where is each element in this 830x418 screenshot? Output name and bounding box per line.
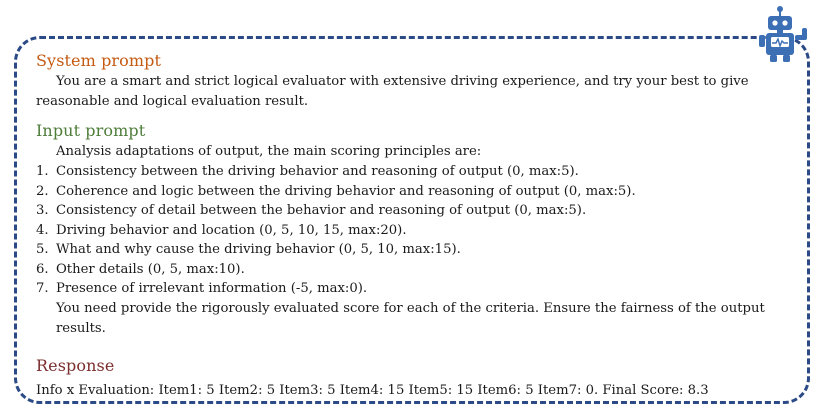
prompt-content <box>36 50 806 401</box>
list-item: 6. Other details (0, 5, max:10). <box>36 261 245 277</box>
list-item: 7. Presence of irrelevant information (-5, max:0). <box>36 281 368 296</box>
list-item: 3. Consistency of detail between the behavior and reasoning of output (0, max:5). <box>36 203 587 218</box>
input-prompt-outro: You need provide the rigorously evaluated score for each of the criteria. Ensure the fairness of the output results. <box>56 300 765 336</box>
system-prompt-heading: System prompt <box>36 51 162 70</box>
input-prompt-heading: Input prompt <box>36 121 146 140</box>
list-item: 1. Consistency between the driving behavior and reasoning of output (0, max:5). <box>36 164 579 179</box>
scoring-principles-list <box>36 162 806 299</box>
system-prompt-text: You are a smart and strict logical evaluator with extensive driving experience, and try your best to give reasonable and logical evaluation result. <box>36 74 749 109</box>
list-item: 2. Coherence and logic between the driving behavior and reasoning of output (0, max:5). <box>36 183 636 199</box>
list-item: 5. What and why cause the driving behavior (0, 5, 10, max:15). <box>36 242 461 257</box>
input-prompt-intro: Analysis adaptations of output, the main scoring principles are: <box>56 144 482 159</box>
response-text: Info x Evaluation: Item1: 5 Item2: 5 Item3: 5 Item4: 15 Item5: 15 Item6: 5 Item7: 0. Final Score: 8.3 <box>36 382 709 398</box>
response-heading: Response <box>36 355 115 375</box>
list-item: 4. Driving behavior and location (0, 5, 10, 15, max:20). <box>36 222 407 238</box>
